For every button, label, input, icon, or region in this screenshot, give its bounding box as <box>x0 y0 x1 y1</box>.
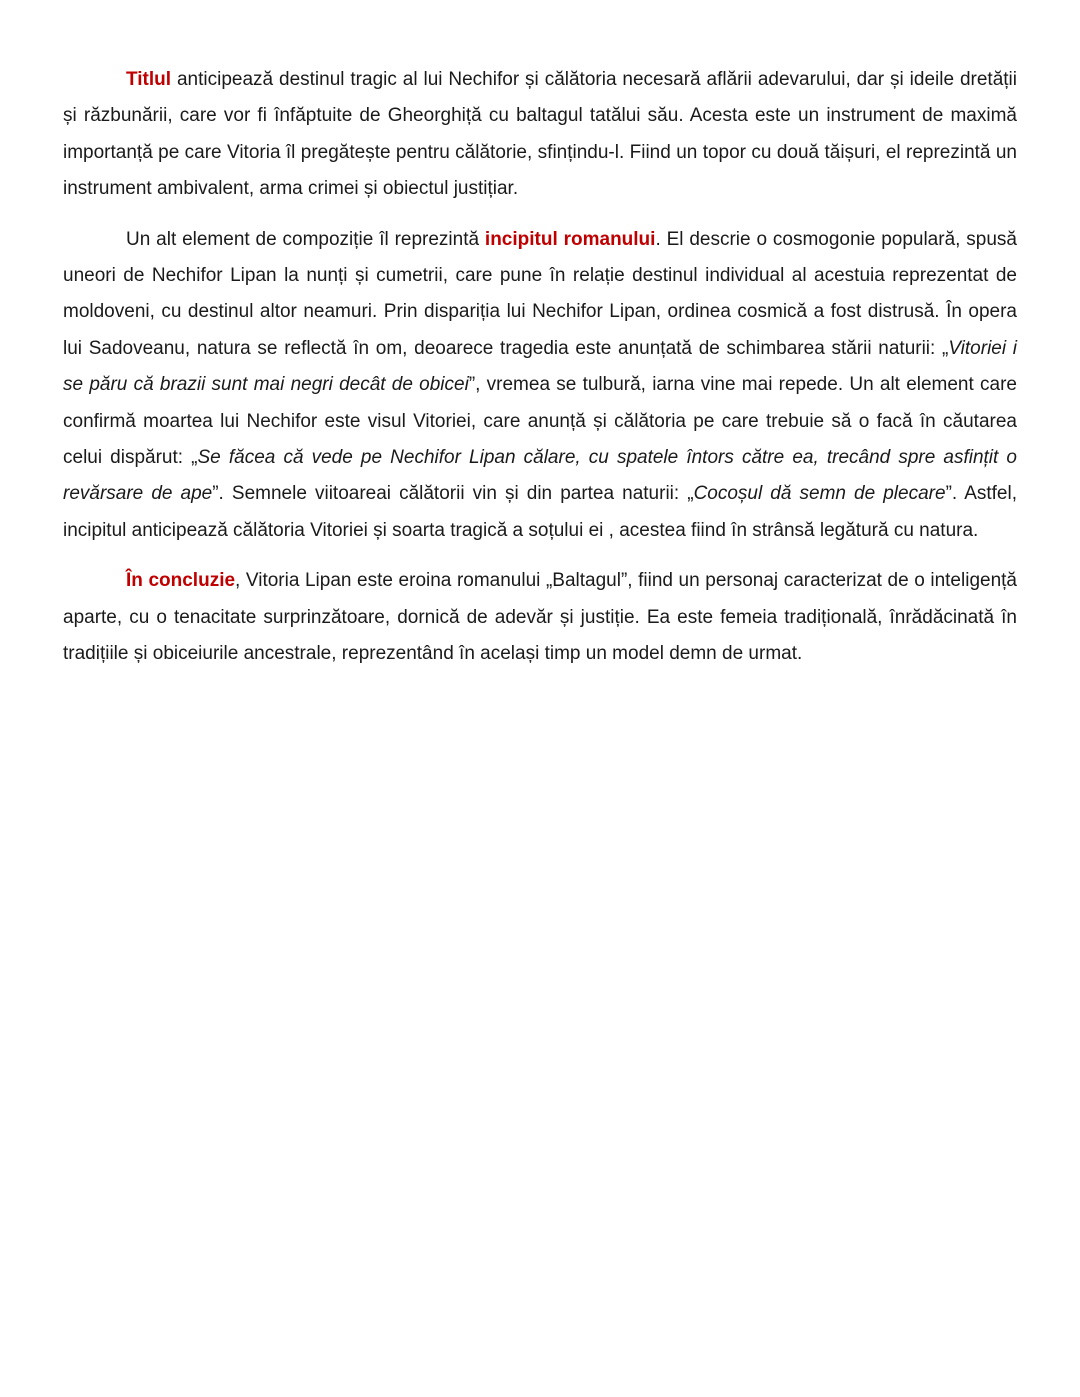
paragraph-intro: Un alt element de compoziție îl reprezintă <box>126 228 485 250</box>
highlight-title: Titlul <box>126 69 172 90</box>
document-page <box>63 62 1017 687</box>
paragraph-text: , Vitoria Lipan este eroina romanului „Baltagul”, fiind un personaj caracterizat de o inteligență aparte, cu o tenacitate surprinzătoare, dornică de adevăr și justiție. Ea este femeia tradițională, înrădăcinată în tradițiile și obiceiurile ancestrale, reprezentând în același timp un model demn de urmat. <box>63 570 1017 665</box>
highlight-conclusion: În concluzie <box>126 570 236 592</box>
paragraph-conclusion <box>63 563 1017 672</box>
quote-brazi: Vitoriei i se păru că brazii sunt mai negri decât de obicei <box>63 337 1018 396</box>
paragraph-incipit <box>63 222 1017 550</box>
paragraph-text: ”. Astfel, incipitul anticipează călătoria Vitoriei și soarta tragică a soțului ei , acestea fiind în strânsă legătură cu natura. <box>63 483 1017 541</box>
highlight-incipit: incipitul romanului <box>484 228 656 250</box>
paragraph-text: ”, vremea se tulbură, iarna vine mai repede. Un alt element care confirmă moartea lui Nechifor este visul Vitoriei, care anunță și călătoria pe care trebuie să o facă în căutarea celui dispărut: „ <box>63 374 1017 469</box>
paragraph-text: ”. Semnele viitoareai călătorii vin și din partea naturii: „ <box>212 483 694 505</box>
paragraph-text: . El descrie o cosmogonie populară, spusă uneori de Nechifor Lipan la nunți și cumetrii, care pune în relație destinul individual al acestuia reprezentat de moldoveni, cu destinul altor neamuri. Prin dispariția lui Nechifor Lipan, ordinea cosmică a fost distrusă. În opera lui Sadoveanu, natura se reflectă în om, deoarece tragedia este anunțată de schimbarea stării naturii: „ <box>63 228 1017 359</box>
paragraph-text: anticipează destinul tragic al lui Nechifor și călătoria necesară aflării adevarului, dar și ideile dretății și răzbunării, care vor fi înfăptuite de Gheorghiță cu baltagul tatălui său. Acesta este un instrument de maximă importanță pe care Vitoria îl pregătește pentru călătorie, sfințindu-l. Fiind un topor cu două tăișuri, el reprezintă un instrument ambivalent, arma crimei și obiectul justițiar. <box>63 69 1017 200</box>
quote-cocos: Cocoșul dă semn de plecare <box>693 483 946 505</box>
quote-vis: Se făcea că vede pe Nechifor Lipan călare, cu spatele întors către ea, trecând spre asfințit o revărsare de ape <box>63 447 1017 505</box>
paragraph-title <box>63 62 1017 208</box>
